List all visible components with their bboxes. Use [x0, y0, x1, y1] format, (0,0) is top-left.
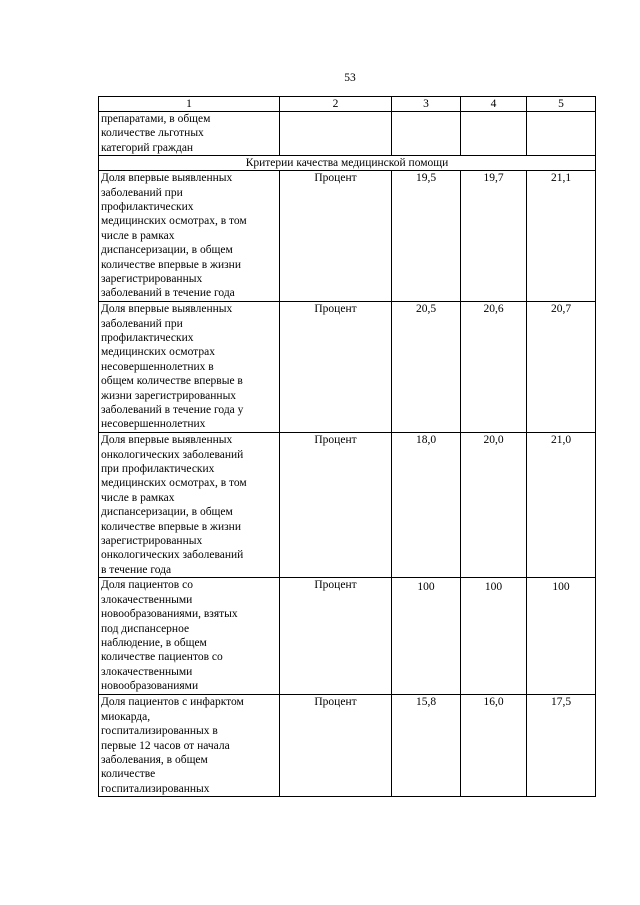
table-row [99, 695, 596, 797]
indicator-name: Доля впервые выявленных заболеваний при профилактических медицинских осмотрах, в том числе в рамках диспансеризации, в общем количестве впервые в жизни зарегистрированных заболеваний в течение года [99, 171, 280, 302]
value-col4 [461, 112, 527, 156]
table-row [99, 171, 596, 302]
indicator-name: Доля впервые выявленных онкологических заболеваний при профилактических медицинских осмотрах, в том числе в рамках диспансеризации, в общем количестве впервые в жизни зарегистрированных онкологических заболеваний в течение года [99, 433, 280, 578]
table-header-row [99, 97, 596, 112]
value-col4: 100 [461, 578, 527, 695]
value-col3: 19,5 [392, 171, 461, 302]
indicator-name: препаратами, в общем количестве льготных категорий граждан [99, 112, 280, 156]
value-col3 [392, 112, 461, 156]
value-col5: 21,0 [527, 433, 596, 578]
column-header-2: 2 [280, 97, 392, 112]
table-row [99, 578, 596, 695]
indicator-name: Доля впервые выявленных заболеваний при профилактических медицинских осмотрах несовершеннолетних в общем количестве впервые в жизни зарегистрированных заболеваний в течение года у несовершеннолетних [99, 302, 280, 433]
unit-cell [280, 112, 392, 156]
value-col3: 100 [392, 578, 461, 695]
value-col4: 19,7 [461, 171, 527, 302]
table-row [99, 302, 596, 433]
value-col3: 20,5 [392, 302, 461, 433]
table-row [99, 433, 596, 578]
unit-cell: Процент [280, 695, 392, 797]
value-col3: 15,8 [392, 695, 461, 797]
column-header-5: 5 [527, 97, 596, 112]
table-row-continuation [99, 112, 596, 156]
value-col5: 100 [527, 578, 596, 695]
value-col5 [527, 112, 596, 156]
unit-cell: Процент [280, 302, 392, 433]
indicator-name: Доля пациентов со злокачественными новообразованиями, взятых под диспансерное наблюдение, в общем количестве пациентов со злокачественными новообразованиями [99, 578, 280, 695]
unit-cell: Процент [280, 433, 392, 578]
value-col5: 17,5 [527, 695, 596, 797]
value-col4: 16,0 [461, 695, 527, 797]
column-header-1: 1 [99, 97, 280, 112]
unit-cell: Процент [280, 578, 392, 695]
column-header-3: 3 [392, 97, 461, 112]
indicator-name: Доля пациентов с инфарктом миокарда, госпитализированных в первые 12 часов от начала заболевания, в общем количестве госпитализированных [99, 695, 280, 797]
section-header-row [99, 156, 596, 171]
column-header-4: 4 [461, 97, 527, 112]
value-col4: 20,0 [461, 433, 527, 578]
page-number: 53 [344, 72, 356, 84]
value-col5: 21,1 [527, 171, 596, 302]
value-col5: 20,7 [527, 302, 596, 433]
value-col3: 18,0 [392, 433, 461, 578]
criteria-table [98, 96, 596, 797]
section-title: Критерии качества медицинской помощи [99, 156, 596, 171]
value-col4: 20,6 [461, 302, 527, 433]
unit-cell: Процент [280, 171, 392, 302]
